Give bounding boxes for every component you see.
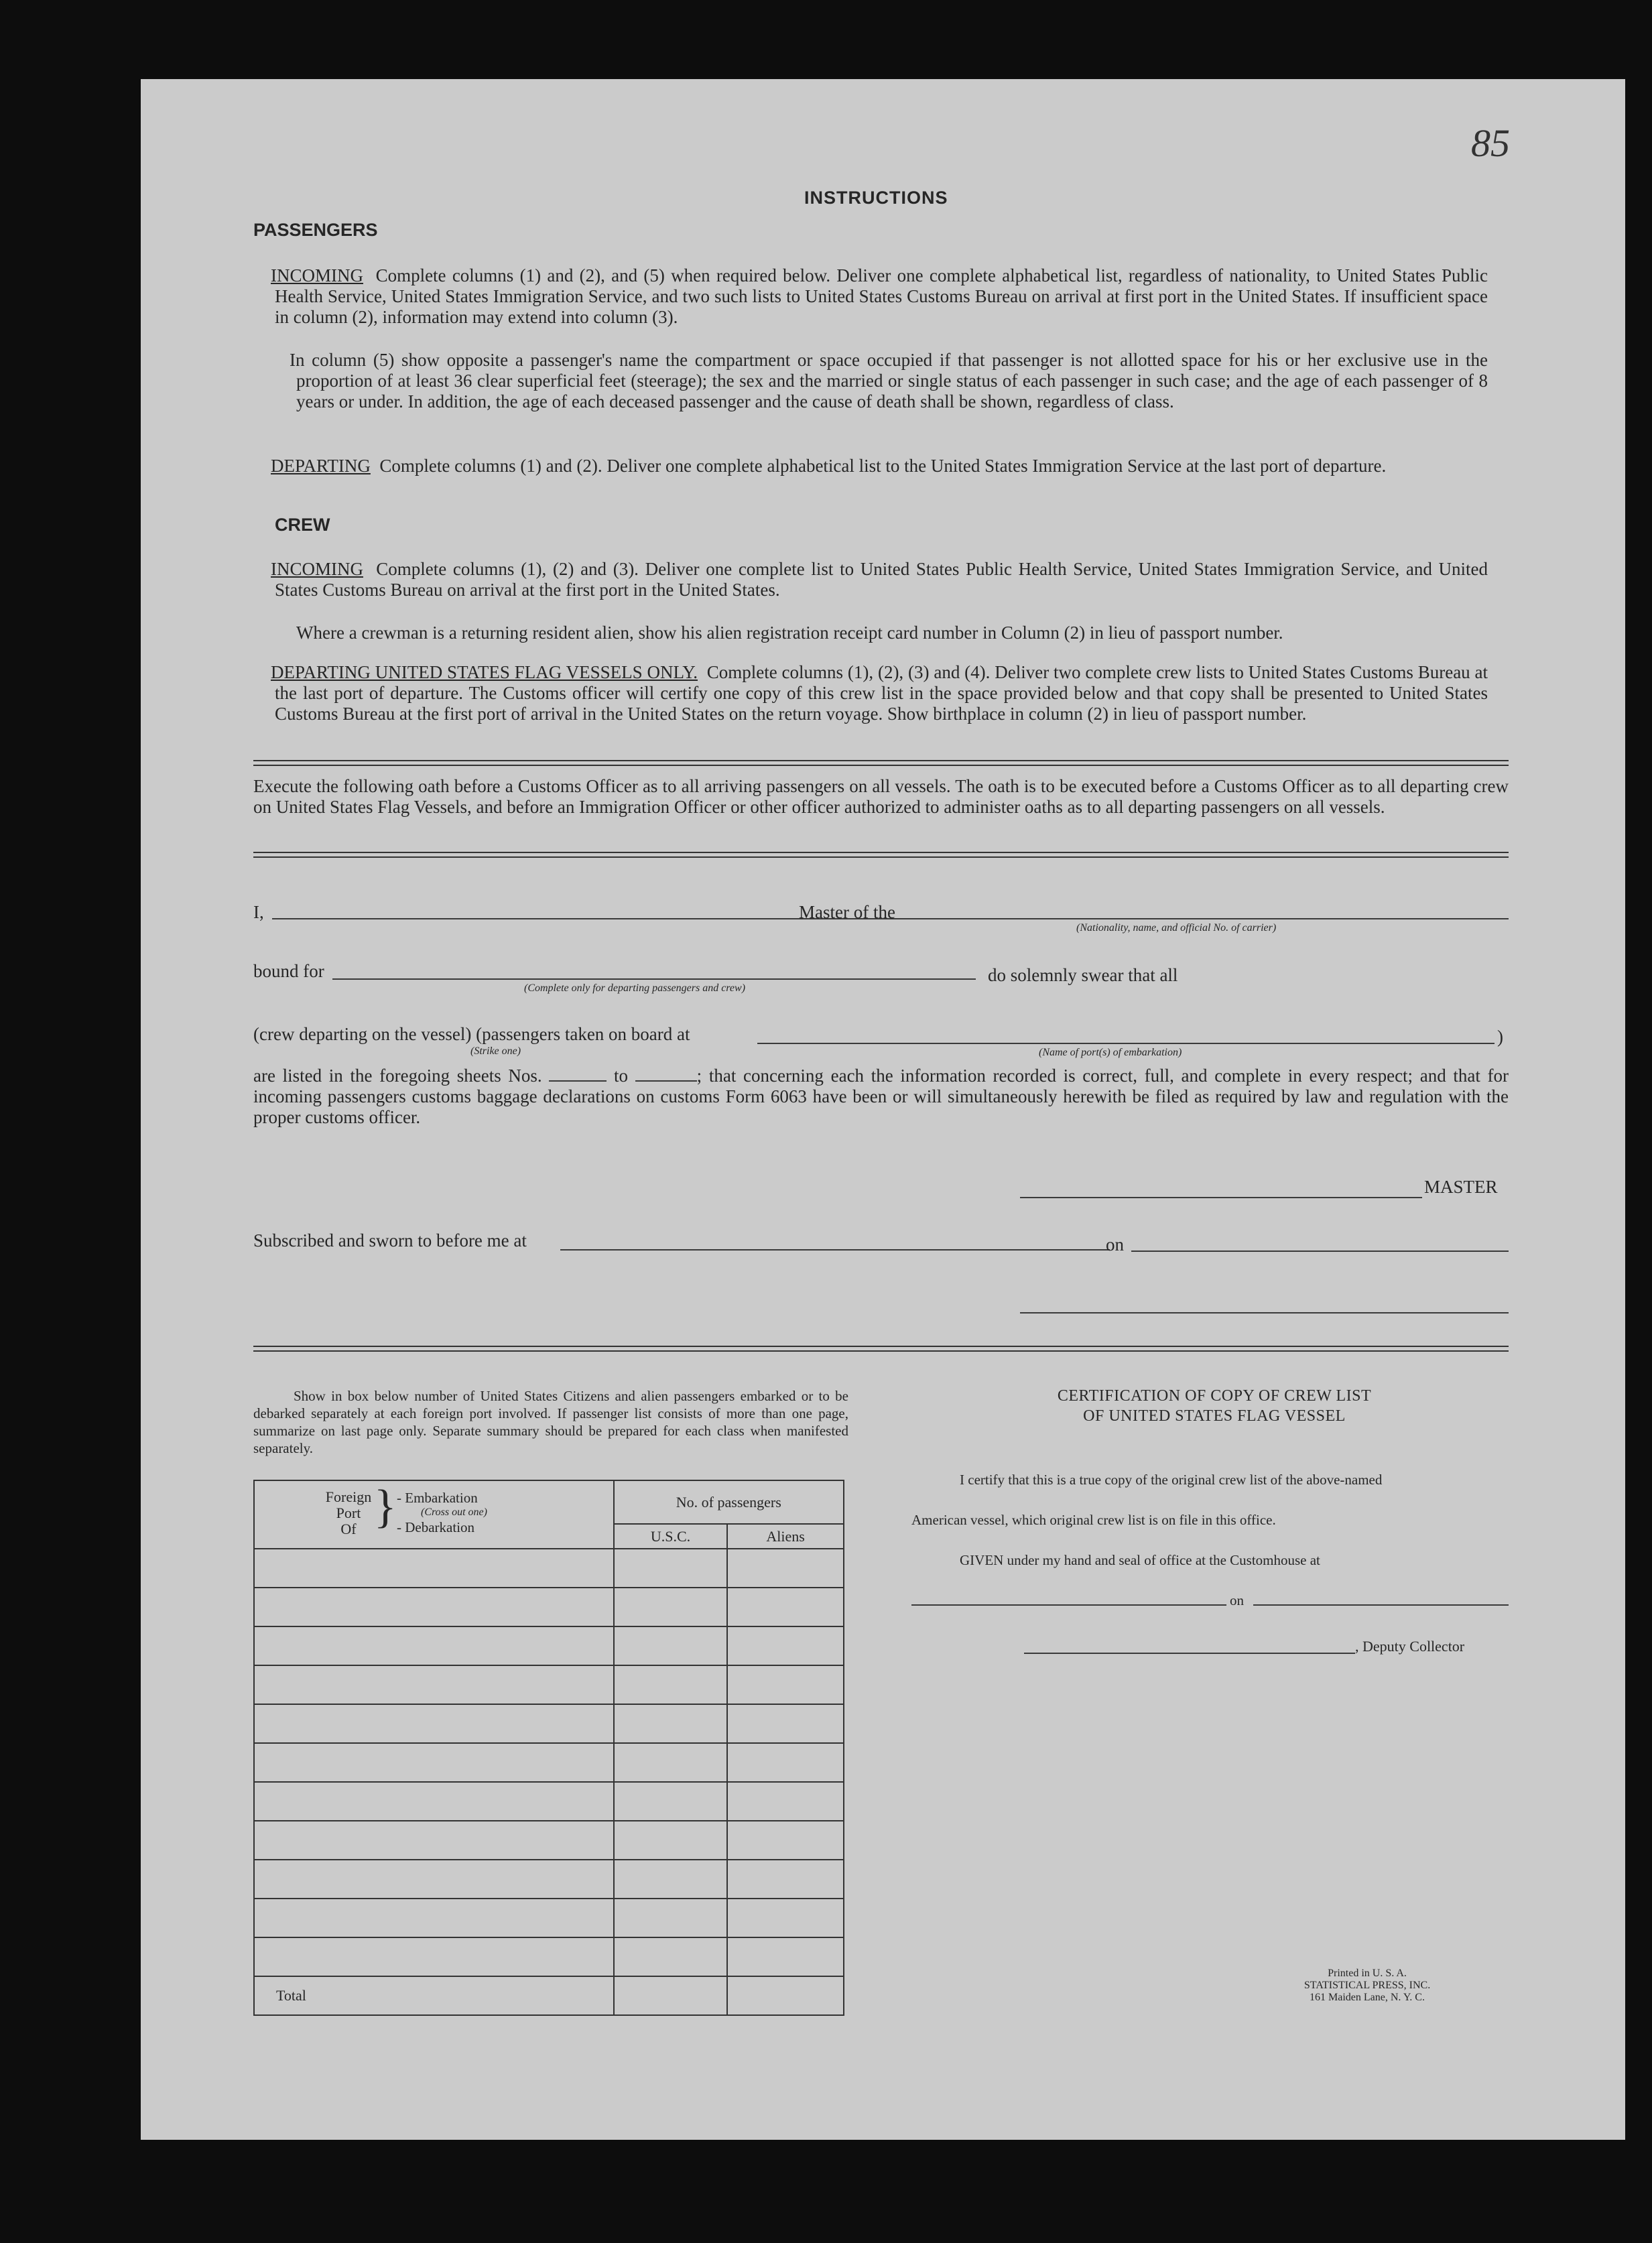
printer-imprint: [1280, 1968, 1454, 2004]
usc-cell[interactable]: [614, 1549, 728, 1588]
divider: [253, 852, 1509, 858]
port-label: Port: [336, 1504, 361, 1521]
certification-title-line2: OF UNITED STATES FLAG VESSEL: [1083, 1407, 1346, 1425]
table-row: [254, 1588, 844, 1626]
total-row: [254, 1976, 844, 2015]
port-cell[interactable]: [254, 1743, 614, 1782]
port-cell[interactable]: [254, 1704, 614, 1743]
deputy-collector-label: , Deputy Collector: [1355, 1638, 1465, 1655]
incoming-text: Complete columns (1) and (2), and (5) when required below. Deliver one complete alphabetical list, regardless of nationality, to United States Public Health Service, United States Immigration Service, and two such lists to United States Customs Bureau on arrival at first port in the United States. If insufficient space in column (2), information may extend into column (3).: [275, 265, 1488, 327]
strike-caption: (Strike one): [470, 1045, 521, 1057]
carrier-field[interactable]: [913, 918, 1509, 919]
port-cell[interactable]: [254, 1899, 614, 1937]
crew-incoming-text: Complete columns (1), (2) and (3). Deliver one complete list to United States Public Health Service, United States Immigration Service, and United States Customs Bureau on arrival at the first port in the United States.: [275, 559, 1488, 600]
usc-cell[interactable]: [614, 1743, 728, 1782]
subscribed-label: Subscribed and sworn to before me at: [253, 1230, 527, 1251]
swear-label: do solemnly swear that all: [988, 965, 1178, 985]
departing-label: DEPARTING: [271, 456, 371, 476]
form-sheet: [141, 79, 1625, 2140]
certification-date-field[interactable]: [1253, 1604, 1509, 1606]
incoming-label: INCOMING: [271, 265, 363, 285]
usc-cell[interactable]: [614, 1899, 728, 1937]
crew-heading: CREW: [275, 515, 330, 535]
officer-signature-field[interactable]: [1020, 1312, 1509, 1313]
of-label: Of: [340, 1521, 357, 1537]
deputy-signature-field[interactable]: [1024, 1653, 1355, 1654]
certification-title: [1000, 1386, 1429, 1426]
bound-for-caption: (Complete only for departing passengers and crew): [524, 982, 746, 994]
table-row: [254, 1782, 844, 1821]
crewman-instruction: Where a crewman is a returning resident alien, show his alien registration receipt card number in Column (2) in lieu of passport number.: [296, 623, 1283, 643]
bound-for-field[interactable]: [332, 978, 976, 980]
port-cell[interactable]: [254, 1937, 614, 1976]
port-cell[interactable]: [254, 1626, 614, 1665]
embarkation-ports-field[interactable]: [757, 1043, 1495, 1044]
total-aliens-cell[interactable]: [727, 1976, 844, 2015]
table-row: [254, 1937, 844, 1976]
table-row: [254, 1549, 844, 1588]
aliens-cell[interactable]: [727, 1821, 844, 1860]
port-cell[interactable]: [254, 1782, 614, 1821]
printer-line3: 161 Maiden Lane, N. Y. C.: [1310, 1992, 1425, 2003]
sworn-on-field[interactable]: [1131, 1251, 1509, 1252]
oath-i-label: I,: [253, 902, 264, 922]
embarkation-label: - Embarkation: [397, 1490, 478, 1506]
sheet-to-field[interactable]: [635, 1080, 697, 1082]
aliens-cell[interactable]: [727, 1743, 844, 1782]
passengers-departing-instruction: [271, 456, 1488, 476]
table-row: [254, 1860, 844, 1899]
crew-incoming-label: INCOMING: [271, 559, 363, 579]
certify-line1: I certify that this is a true copy of the original crew list of the above-named: [960, 1472, 1383, 1488]
handwritten-annotation: 85: [1471, 121, 1510, 165]
aliens-cell[interactable]: [727, 1549, 844, 1588]
foreign-port-header: [254, 1480, 614, 1549]
oath-intro: Execute the following oath before a Customs Officer as to all arriving passengers on all vessels. The oath is to be executed before a Customs Officer as to all departing crew on United States Flag Vessels, and before an Immigration Officer or other officer authorized to administer oaths as to all departing passengers on all vessels.: [253, 776, 1509, 817]
crew-departing-text: Complete columns (1), (2), (3) and (4). Deliver two complete crew lists to United States Customs Bureau at the last port of departure. The Customs officer will certify one copy of this crew list in the space provided below and that copy shall be presented to United States Customs Bureau at the first port of arrival in the United States on the return voyage. Show birthplace in column (2) in lieu of passport number.: [275, 662, 1488, 724]
aliens-cell[interactable]: [727, 1782, 844, 1821]
column5-instruction: In column (5) show opposite a passenger's name the compartment or space occupied if that passenger is not allotted space for his or her exclusive use in the proportion of at least 36 clear superficial feet (steerage); the sex and the married or single status of each passenger in such case; and the age of each passenger of 8 years or under. In addition, the age of each deceased passenger and the cause of death shall be shown, regardless of class.: [290, 350, 1488, 411]
summary-note: Show in box below number of United States Citizens and alien passengers embarked or to be debarked separately at each foreign port involved. If passenger list consists of more than one page, summarize on last page only. Separate summary should be prepared for each class when manifested separately.: [253, 1388, 848, 1456]
carrier-caption: (Nationality, name, and official No. of carrier): [1076, 922, 1277, 934]
foreign-label: Foreign: [325, 1488, 372, 1505]
divider: [253, 760, 1509, 766]
table-row: [254, 1743, 844, 1782]
aliens-cell[interactable]: [727, 1588, 844, 1626]
crew-departing-instruction: [271, 662, 1488, 724]
passenger-summary-table: [253, 1480, 844, 2016]
divider: [253, 1346, 1509, 1352]
crew-departing-label: DEPARTING UNITED STATES FLAG VESSELS ONLY.: [271, 662, 698, 682]
port-cell[interactable]: [254, 1588, 614, 1626]
usc-cell[interactable]: [614, 1626, 728, 1665]
debarkation-label: - Debarkation: [397, 1519, 475, 1535]
table-row: [254, 1899, 844, 1937]
page-title: INSTRUCTIONS: [804, 188, 948, 208]
table-row: [254, 1821, 844, 1860]
listed-statement: [253, 1066, 1509, 1128]
usc-header: U.S.C.: [614, 1524, 728, 1549]
port-cell[interactable]: [254, 1821, 614, 1860]
certification-on-label: on: [1230, 1592, 1244, 1608]
total-usc-cell[interactable]: [614, 1976, 728, 2015]
customhouse-field[interactable]: [911, 1604, 1226, 1606]
port-cell[interactable]: [254, 1665, 614, 1704]
table-row: [254, 1704, 844, 1743]
table-row: [254, 1665, 844, 1704]
usc-cell[interactable]: [614, 1665, 728, 1704]
master-signature-field[interactable]: [1020, 1197, 1422, 1198]
usc-cell[interactable]: [614, 1782, 728, 1821]
sworn-at-field[interactable]: [560, 1249, 1110, 1251]
usc-cell[interactable]: [614, 1821, 728, 1860]
crew-departing-label: (crew departing on the vessel) (passengers taken on board at: [253, 1024, 690, 1044]
bound-for-label: bound for: [253, 961, 324, 981]
usc-cell[interactable]: [614, 1704, 728, 1743]
given-statement: GIVEN under my hand and seal of office at the Customhouse at: [960, 1552, 1320, 1568]
master-of-label: Master of the: [799, 902, 895, 922]
crew-incoming-instruction: [271, 559, 1488, 600]
brace-icon: }: [374, 1481, 397, 1533]
aliens-cell[interactable]: [727, 1860, 844, 1899]
port-cell[interactable]: [254, 1860, 614, 1899]
printer-line1: Printed in U. S. A.: [1328, 1968, 1407, 1979]
usc-cell[interactable]: [614, 1937, 728, 1976]
table-row: [254, 1626, 844, 1665]
aliens-cell[interactable]: [727, 1704, 844, 1743]
departing-text: Complete columns (1) and (2). Deliver one complete alphabetical list to the United States Immigration Service at the last port of departure.: [379, 456, 1387, 476]
close-paren: ): [1497, 1027, 1503, 1047]
ports-caption: (Name of port(s) of embarkation): [1039, 1047, 1182, 1058]
usc-cell[interactable]: [614, 1588, 728, 1626]
passengers-incoming-instruction: [271, 265, 1488, 328]
aliens-header: Aliens: [727, 1524, 844, 1549]
aliens-cell[interactable]: [727, 1899, 844, 1937]
master-label: MASTER: [1424, 1177, 1498, 1197]
usc-cell[interactable]: [614, 1860, 728, 1899]
listed-suffix: ; that concerning each the information recorded is correct, full, and complete in every respect; and that for incoming passengers customs baggage declarations on customs Form 6063 have been or will simultaneously herewith be filed as required by law and regulation with the proper customs officer.: [253, 1066, 1509, 1127]
printer-line2: STATISTICAL PRESS, INC.: [1304, 1980, 1431, 1991]
to-label: to: [613, 1066, 628, 1086]
sheet-from-field[interactable]: [549, 1080, 607, 1082]
listed-prefix: are listed in the foregoing sheets Nos.: [253, 1066, 542, 1086]
certify-line2: American vessel, which original crew list is on file in this office.: [911, 1512, 1276, 1528]
no-of-passengers-header: No. of passengers: [614, 1480, 844, 1524]
aliens-cell[interactable]: [727, 1937, 844, 1976]
port-cell[interactable]: [254, 1549, 614, 1588]
cross-out-caption: (Cross out one): [421, 1507, 487, 1518]
certification-title-line1: CERTIFICATION OF COPY OF CREW LIST: [1057, 1387, 1372, 1405]
passengers-heading: PASSENGERS: [253, 220, 378, 240]
total-label: Total: [254, 1976, 614, 2015]
aliens-cell[interactable]: [727, 1665, 844, 1704]
sworn-on-label: on: [1106, 1234, 1124, 1255]
aliens-cell[interactable]: [727, 1626, 844, 1665]
